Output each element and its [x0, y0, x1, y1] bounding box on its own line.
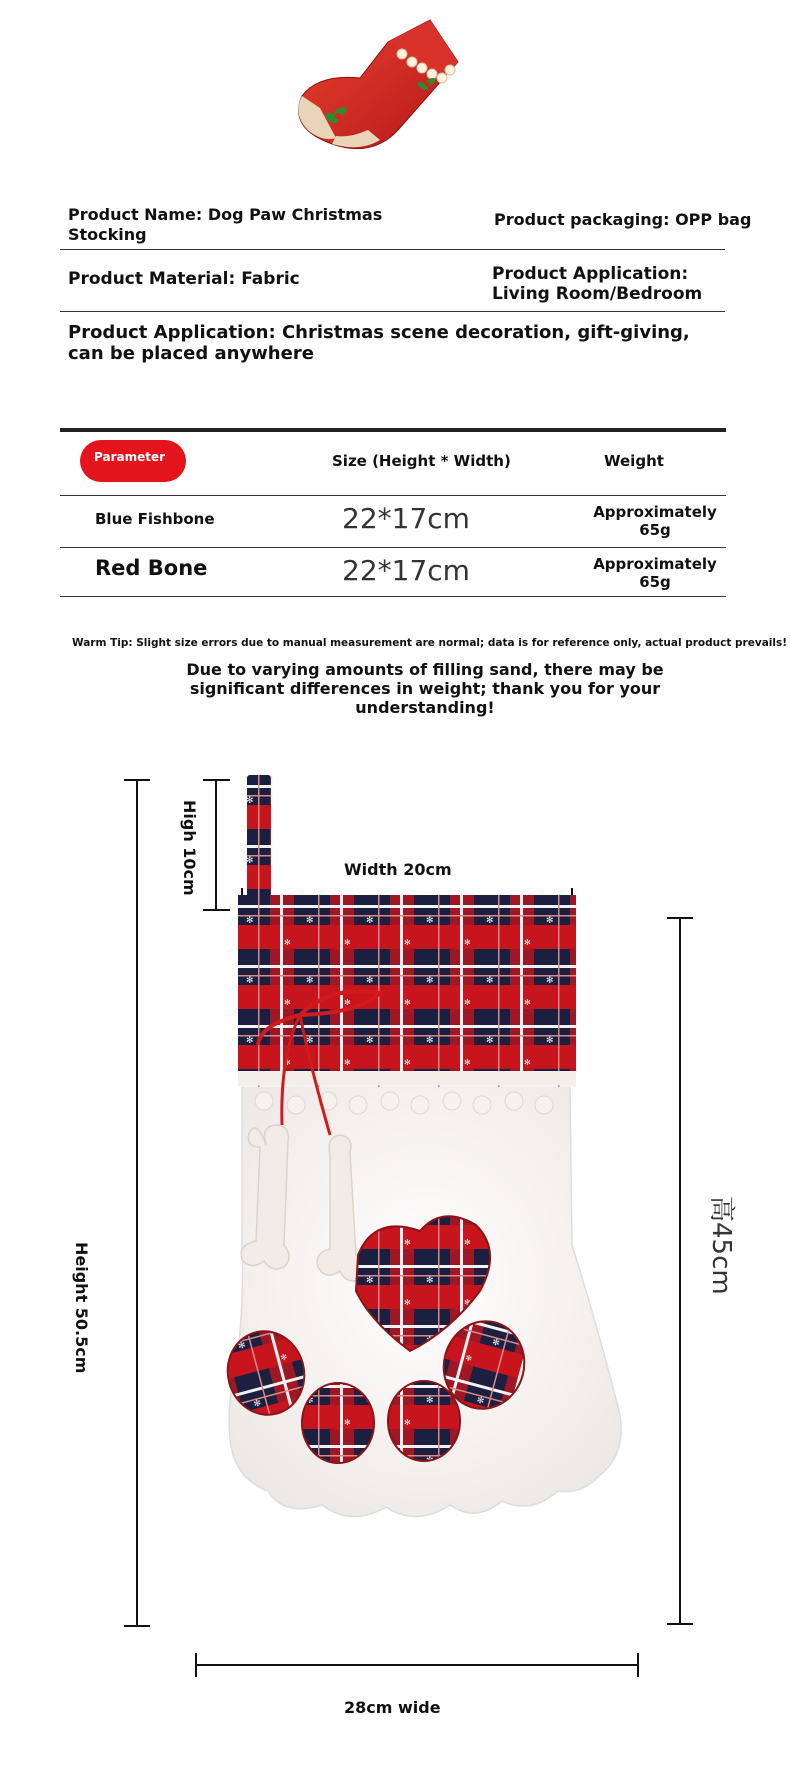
- bottom-width-label: 28cm wide: [344, 1698, 441, 1717]
- divider: [60, 547, 726, 548]
- body-height-label: 高45cm: [706, 1196, 736, 1295]
- row-name-blue-fishbone: Blue Fishbone: [95, 510, 215, 528]
- product-packaging: Product packaging: OPP bag: [494, 210, 752, 229]
- product-application-room: Product Application: Living Room/Bedroom: [492, 264, 703, 304]
- column-header-size: Size (Height * Width): [332, 452, 511, 470]
- table-top-rule: [60, 428, 726, 432]
- stocking-icon: [280, 12, 510, 172]
- row-size: 22*17cm: [342, 554, 470, 587]
- width-top-label: Width 20cm: [344, 860, 452, 879]
- divider: [60, 596, 726, 597]
- warm-tip: Warm Tip: Slight size errors due to manual measurement are normal; data is for reference only, actual product prevails!: [72, 637, 788, 649]
- row-size: 22*17cm: [342, 502, 470, 535]
- product-name: Product Name: Dog Paw Christmas Stocking: [68, 205, 383, 244]
- row-weight: Approximately 65g: [593, 555, 717, 591]
- sand-note: Due to varying amounts of filling sand, there may be significant differences in weight; thank you for your understanding!: [186, 660, 664, 717]
- parameter-badge: Parameter: [80, 440, 186, 482]
- row-name-red-bone: Red Bone: [95, 556, 208, 580]
- dog-paw-stocking-image: [180, 775, 660, 1635]
- product-material: Product Material: Fabric: [68, 269, 300, 289]
- row-weight: Approximately 65g: [593, 503, 717, 539]
- total-height-label: Height 50.5cm: [72, 1242, 91, 1374]
- column-header-weight: Weight: [604, 452, 664, 470]
- divider: [60, 249, 725, 250]
- product-application-scene: Product Application: Christmas scene decoration, gift-giving, can be placed anywhere: [68, 322, 690, 364]
- divider: [60, 495, 726, 496]
- hanger-height-label: High 10cm: [180, 800, 199, 896]
- divider: [60, 311, 725, 312]
